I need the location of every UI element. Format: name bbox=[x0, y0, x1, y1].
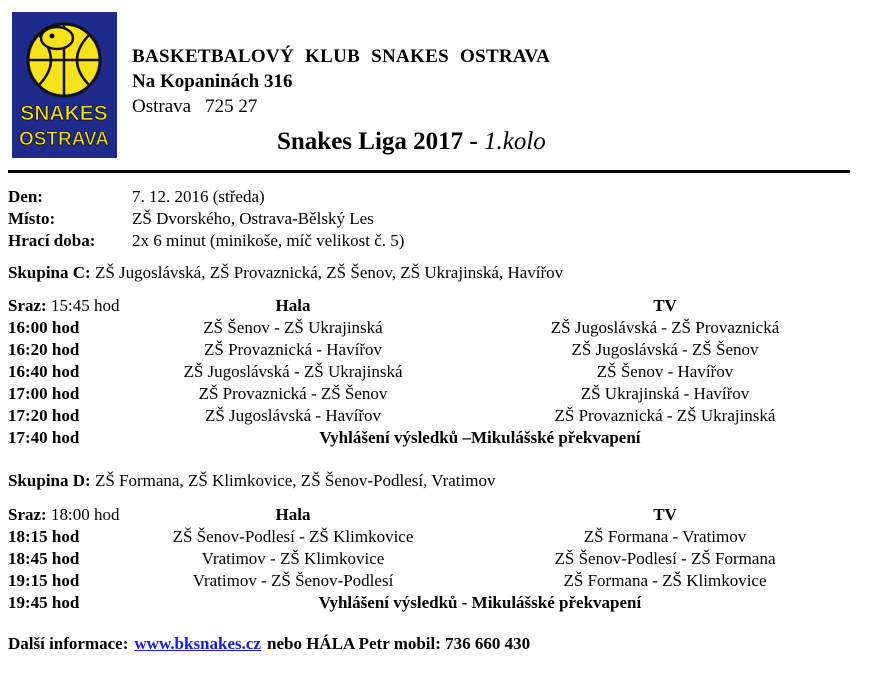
match-time: 16:00 hod bbox=[8, 318, 80, 337]
match-hala: ZŠ Šenov - ZŠ Ukrajinská bbox=[203, 318, 383, 337]
club-name: BASKETBALOVÝ KLUB SNAKES OSTRAVA bbox=[132, 46, 551, 67]
group-d-label: Skupina D: bbox=[8, 471, 91, 490]
group-c-tv-header: TV bbox=[653, 296, 677, 315]
group-d-sraz bbox=[8, 505, 119, 525]
group-d-tv-header: TV bbox=[653, 505, 677, 524]
header-divider bbox=[8, 170, 850, 173]
match-tv: ZŠ Jugoslávská - ZŠ Šenov bbox=[571, 340, 759, 359]
den-value: 7. 12. 2016 (středa) bbox=[132, 187, 265, 206]
footer-contact: nebo HÁLA Petr mobil: 736 660 430 bbox=[266, 634, 531, 653]
match-tv: ZŠ Šenov-Podlesí - ZŠ Formana bbox=[554, 549, 776, 568]
doba-value: 2x 6 minut (minikoše, míč velikost č. 5) bbox=[132, 231, 405, 250]
match-tv: ZŠ Šenov - Havířov bbox=[596, 362, 734, 381]
match-time: 17:00 hod bbox=[8, 384, 80, 403]
group-d-sraz-time: 18:00 hod bbox=[50, 505, 120, 524]
match-hala: ZŠ Provaznická - ZŠ Šenov bbox=[198, 384, 388, 403]
match-tv: ZŠ Provaznická - ZŠ Ukrajinská bbox=[554, 406, 776, 425]
match-tv: ZŠ Formana - Vratimov bbox=[583, 527, 747, 546]
match-time: 16:40 hod bbox=[8, 362, 80, 381]
group-c-line bbox=[8, 263, 563, 283]
group-d-teams: ZŠ Formana, ZŠ Klimkovice, ZŠ Šenov-Podlesí, Vratimov bbox=[94, 471, 496, 490]
page-title bbox=[277, 128, 546, 156]
group-d-hala-header: Hala bbox=[275, 505, 311, 524]
club-zip: 725 27 bbox=[205, 96, 258, 117]
match-hala: ZŠ Provaznická - Havířov bbox=[204, 340, 382, 359]
closing-time: 19:45 hod bbox=[8, 593, 80, 612]
group-c-teams: ZŠ Jugoslávská, ZŠ Provaznická, ZŠ Šenov, ZŠ Ukrajinská, Havířov bbox=[94, 263, 564, 282]
match-tv: ZŠ Jugoslávská - ZŠ Provaznická bbox=[550, 318, 780, 337]
closing-announcement: Vyhlášení výsledků –Mikulášské překvapení bbox=[319, 428, 641, 447]
group-c-sraz-time: 15:45 hod bbox=[50, 296, 120, 315]
match-time: 18:15 hod bbox=[8, 527, 80, 546]
club-header bbox=[132, 44, 550, 119]
footer-label: Další informace: bbox=[8, 634, 129, 653]
match-tv: ZŠ Formana - ZŠ Klimkovice bbox=[563, 571, 767, 590]
svg-text:OSTRAVA: OSTRAVA bbox=[18, 129, 110, 150]
match-hala: Vratimov - ZŠ Šenov-Podlesí bbox=[192, 571, 394, 590]
snake-logo-icon bbox=[12, 12, 117, 158]
group-c-sraz bbox=[8, 296, 119, 316]
group-c-hala-header: Hala bbox=[275, 296, 311, 315]
group-d-sraz-label: Sraz: bbox=[8, 505, 47, 524]
match-time: 19:15 hod bbox=[8, 571, 80, 590]
club-city: Ostrava bbox=[132, 96, 192, 117]
group-c-label: Skupina C: bbox=[8, 263, 91, 282]
title-main: Snakes Liga 2017 bbox=[277, 128, 464, 155]
closing-announcement: Vyhlášení výsledků - Mikulášské překvapení bbox=[318, 593, 642, 612]
group-c-sraz-label: Sraz: bbox=[8, 296, 47, 315]
club-city-line bbox=[132, 94, 550, 119]
match-time: 16:20 hod bbox=[8, 340, 80, 359]
match-hala: ZŠ Jugoslávská - ZŠ Ukrajinská bbox=[183, 362, 403, 381]
club-logo bbox=[12, 12, 117, 158]
title-round: 1.kolo bbox=[484, 128, 546, 155]
misto-value: ZŠ Dvorského, Ostrava-Bělský Les bbox=[132, 209, 374, 228]
footer-info bbox=[8, 634, 530, 654]
title-separator: - bbox=[463, 128, 484, 155]
doba-label: Hrací doba: bbox=[8, 231, 96, 250]
den-label: Den: bbox=[8, 187, 43, 206]
match-hala: Vratimov - ZŠ Klimkovice bbox=[201, 549, 385, 568]
group-d-line bbox=[8, 471, 495, 491]
match-hala: ZŠ Jugoslávská - Havířov bbox=[204, 406, 382, 425]
match-time: 17:20 hod bbox=[8, 406, 80, 425]
misto-label: Místo: bbox=[8, 209, 56, 228]
club-address: Na Kopaninách 316 bbox=[132, 71, 293, 92]
match-time: 18:45 hod bbox=[8, 549, 80, 568]
match-hala: ZŠ Šenov-Podlesí - ZŠ Klimkovice bbox=[172, 527, 414, 546]
closing-time: 17:40 hod bbox=[8, 428, 80, 447]
svg-text:SNAKES: SNAKES bbox=[20, 102, 108, 125]
website-link[interactable]: www.bksnakes.cz bbox=[134, 634, 261, 653]
match-tv: ZŠ Ukrajinská - Havířov bbox=[580, 384, 750, 403]
